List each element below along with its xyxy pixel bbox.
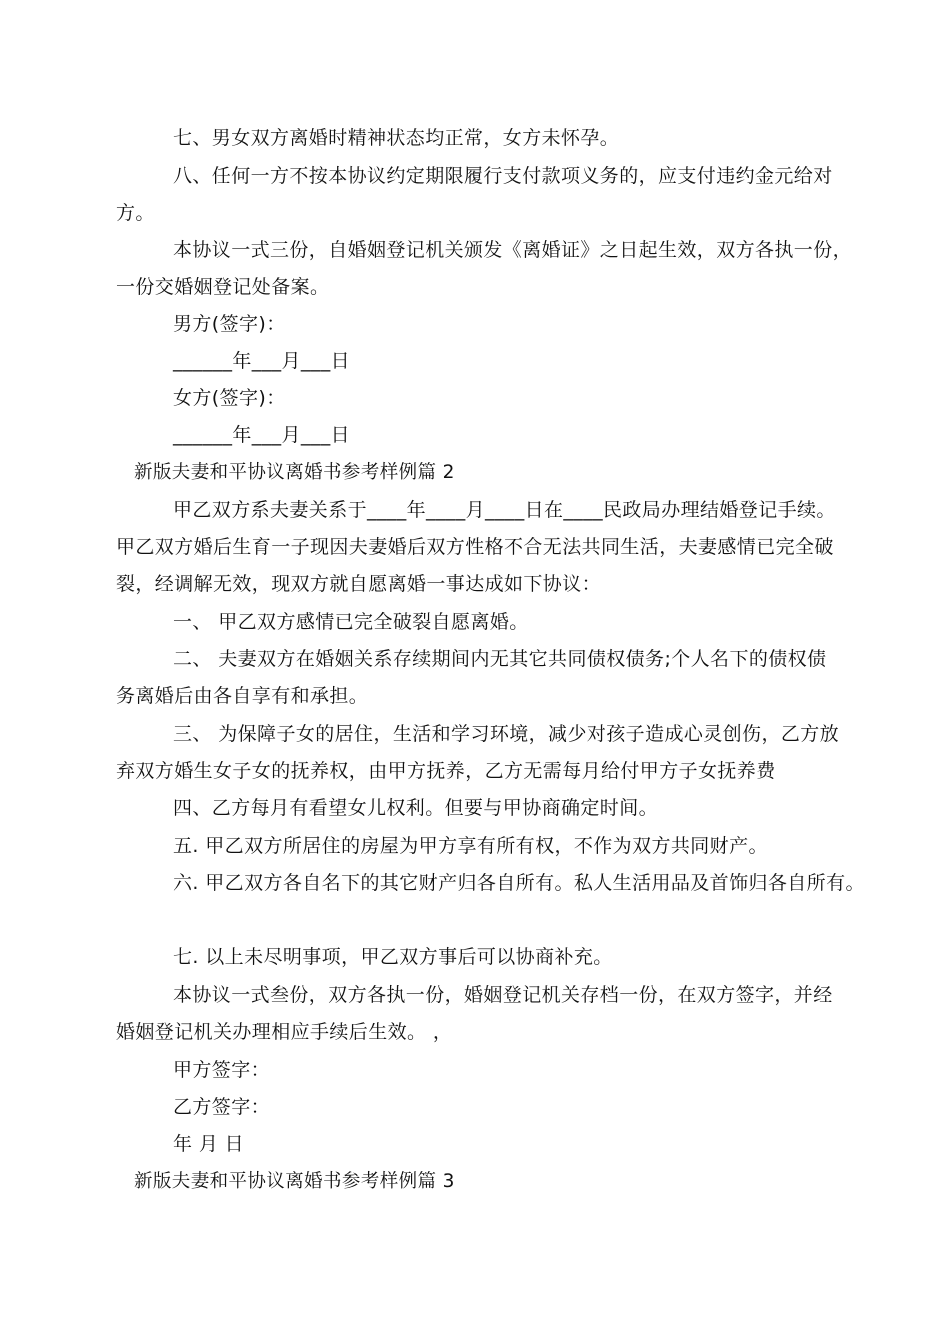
clause-8-line-1: 八、任何一方不按本协议约定期限履行支付款项义务的，应支付违约金元给对 — [173, 165, 833, 187]
agreement-item-2-line-2: 务离婚后由各自享有和承担。 — [116, 685, 369, 707]
intro-line-1: 甲乙双方系夫妻关系于____年____月____日在____民政局办理结婚登记手续。 — [173, 499, 836, 521]
male-signature-date: ______年___月___日 — [173, 350, 351, 372]
agreement-item-7: 七. 以上未尽明事项，甲乙双方事后可以协商补充。 — [173, 946, 613, 968]
party-b-signature-label: 乙方签字： — [173, 1096, 271, 1118]
intro-line-2: 甲乙双方婚后生育一子现因夫妻婚后双方性格不合无法共同生活，夫妻感情已完全破 — [116, 536, 834, 558]
clause-8-line-2: 方。 — [116, 202, 155, 224]
intro-line-3: 裂，经调解无效，现双方就自愿离婚一事达成如下协议： — [116, 573, 602, 595]
agreement-item-2-line-1: 二、 夫妻双方在婚姻关系存续期间内无其它共同债权债务;个人名下的债权债 — [173, 648, 827, 670]
signature-date: 年 月 日 — [173, 1133, 245, 1155]
male-signature-label: 男方(签字)： — [173, 313, 286, 335]
agreement-item-5: 五. 甲乙双方所居住的房屋为甲方享有所有权，不作为双方共同财产。 — [173, 835, 768, 857]
copies-clause-line-1: 本协议一式三份，自婚姻登记机关颁发《离婚证》之日起生效，双方各执一份， — [173, 239, 853, 261]
copies-clause-line-2: 一份交婚姻登记处备案。 — [116, 276, 330, 298]
party-a-signature-label: 甲方签字： — [173, 1059, 271, 1081]
agreement-item-3-line-2: 弃双方婚生女子女的抚养权，由甲方抚养，乙方无需每月给付甲方子女抚养费 — [116, 760, 776, 782]
female-signature-label: 女方(签字)： — [173, 387, 286, 409]
section-heading-2: 新版夫妻和平协议离婚书参考样例篇 2 — [134, 462, 455, 483]
agreement-item-4: 四、乙方每月有看望女儿权利。但要与甲协商确定时间。 — [173, 797, 659, 819]
section-heading-3: 新版夫妻和平协议离婚书参考样例篇 3 — [134, 1171, 455, 1192]
agreement-item-1: 一、 甲乙双方感情已完全破裂自愿离婚。 — [173, 611, 529, 633]
effect-clause-line-2: 婚姻登记机关办理相应手续后生效。 ， — [116, 1021, 453, 1043]
agreement-item-6: 六. 甲乙双方各自名下的其它财产归各自所有。私人生活用品及首饰归各自所有。 — [173, 872, 865, 894]
clause-7: 七、男女双方离婚时精神状态均正常，女方未怀孕。 — [173, 127, 620, 149]
female-signature-date: ______年___月___日 — [173, 424, 351, 446]
effect-clause-line-1: 本协议一式叁份，双方各执一份，婚姻登记机关存档一份，在双方签字，并经 — [173, 984, 833, 1006]
agreement-item-3-line-1: 三、 为保障子女的居住，生活和学习环境，减少对孩子造成心灵创伤，乙方放 — [173, 723, 840, 745]
